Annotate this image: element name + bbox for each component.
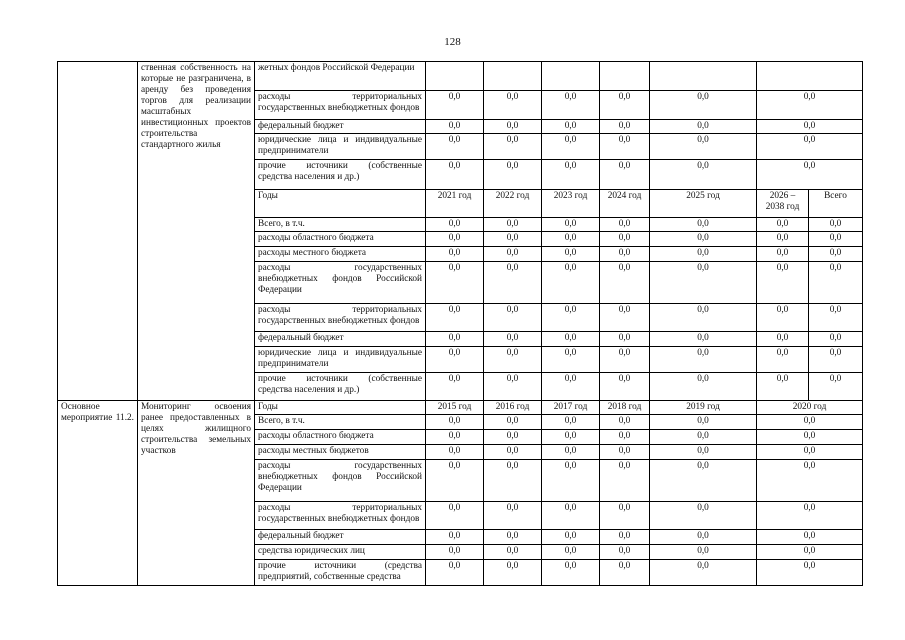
value-cell: 0,0 (484, 247, 542, 262)
value-cell: 0,0 (757, 430, 863, 445)
value-cell: 0,0 (426, 502, 484, 530)
value-cell: 0,0 (600, 218, 650, 232)
value-cell: 0,0 (650, 373, 757, 401)
value-cell: 0,0 (600, 415, 650, 430)
value-cell: 0,0 (484, 91, 542, 120)
value-cell: 0,0 (809, 218, 863, 232)
source-label: прочие источники (средства предприятий, собственные средства (255, 560, 426, 586)
value-cell (650, 62, 757, 91)
value-cell: 0,0 (650, 347, 757, 373)
value-cell: 0,0 (542, 120, 600, 134)
year-header: Всего (809, 190, 863, 218)
value-cell: 0,0 (809, 373, 863, 401)
funding-table (57, 61, 863, 586)
value-cell: 0,0 (542, 560, 600, 586)
value-cell: 0,0 (600, 91, 650, 120)
event-description: ственная собственность на которые не разграничена, в аренду без проведения торгов для реализации масштабных инвестиционных проектов строительства стандартного жилья (138, 62, 255, 401)
value-cell: 0,0 (484, 415, 542, 430)
value-cell: 0,0 (484, 445, 542, 460)
value-cell: 0,0 (426, 460, 484, 502)
value-cell: 0,0 (542, 530, 600, 545)
value-cell: 0,0 (600, 304, 650, 332)
value-cell: 0,0 (542, 304, 600, 332)
value-cell: 0,0 (426, 545, 484, 560)
value-cell: 0,0 (600, 347, 650, 373)
value-cell: 0,0 (542, 332, 600, 347)
value-cell: 0,0 (650, 445, 757, 460)
value-cell: 0,0 (426, 91, 484, 120)
value-cell: 0,0 (542, 502, 600, 530)
value-cell (484, 62, 542, 91)
value-cell: 0,0 (809, 347, 863, 373)
value-cell: 0,0 (600, 560, 650, 586)
value-cell: 0,0 (650, 332, 757, 347)
value-cell: 0,0 (484, 545, 542, 560)
value-cell: 0,0 (650, 560, 757, 586)
value-cell: 0,0 (757, 120, 863, 134)
activity-cell (58, 62, 138, 401)
value-cell (542, 62, 600, 91)
value-cell: 0,0 (600, 460, 650, 502)
source-label: прочие источники (собственные средства населения и др.) (255, 373, 426, 401)
value-cell: 0,0 (542, 545, 600, 560)
value-cell: 0,0 (542, 247, 600, 262)
value-cell: 0,0 (484, 160, 542, 190)
value-cell: 0,0 (600, 120, 650, 134)
value-cell: 0,0 (426, 120, 484, 134)
value-cell: 0,0 (542, 160, 600, 190)
value-cell: 0,0 (650, 415, 757, 430)
year-header: 2025 год (650, 190, 757, 218)
value-cell: 0,0 (484, 560, 542, 586)
year-header: 2023 год (542, 190, 600, 218)
value-cell: 0,0 (426, 347, 484, 373)
value-cell: 0,0 (542, 430, 600, 445)
value-cell (600, 62, 650, 91)
value-cell: 0,0 (426, 373, 484, 401)
value-cell: 0,0 (757, 232, 809, 247)
value-cell: 0,0 (757, 160, 863, 190)
value-cell: 0,0 (484, 430, 542, 445)
value-cell: 0,0 (542, 347, 600, 373)
source-label: расходы местных бюджетов (255, 445, 426, 460)
value-cell: 0,0 (650, 262, 757, 304)
value-cell: 0,0 (650, 460, 757, 502)
value-cell: 0,0 (484, 347, 542, 373)
value-cell: 0,0 (542, 445, 600, 460)
value-cell: 0,0 (426, 262, 484, 304)
value-cell: 0,0 (542, 262, 600, 304)
source-label: юридические лица и индивидуальные предприниматели (255, 347, 426, 373)
value-cell: 0,0 (757, 218, 809, 232)
value-cell: 0,0 (650, 545, 757, 560)
source-label: жетных фондов Российской Федерации (255, 62, 426, 91)
value-cell: 0,0 (809, 247, 863, 262)
value-cell: 0,0 (757, 502, 863, 530)
source-label: расходы государственных внебюджетных фондов Российской Федерации (255, 460, 426, 502)
source-label: Всего, в т.ч. (255, 415, 426, 430)
value-cell: 0,0 (484, 530, 542, 545)
value-cell: 0,0 (426, 560, 484, 586)
value-cell: 0,0 (542, 134, 600, 160)
value-cell: 0,0 (757, 373, 809, 401)
value-cell: 0,0 (426, 134, 484, 160)
activity-name: Основное мероприятие 11.2. (58, 401, 138, 586)
value-cell: 0,0 (426, 415, 484, 430)
value-cell: 0,0 (484, 304, 542, 332)
value-cell: 0,0 (542, 91, 600, 120)
value-cell: 0,0 (600, 545, 650, 560)
value-cell: 0,0 (600, 247, 650, 262)
year-header: 2016 год (484, 401, 542, 415)
value-cell: 0,0 (757, 332, 809, 347)
source-label: расходы областного бюджета (255, 430, 426, 445)
source-label: юридические лица и индивидуальные предприниматели (255, 134, 426, 160)
value-cell: 0,0 (484, 134, 542, 160)
value-cell: 0,0 (542, 460, 600, 502)
event-description: Мониторинг освоения ранее предоставленных в целях жилищного строительства земельных участков (138, 401, 255, 586)
value-cell: 0,0 (757, 445, 863, 460)
value-cell: 0,0 (757, 91, 863, 120)
value-cell: 0,0 (484, 373, 542, 401)
value-cell: 0,0 (600, 430, 650, 445)
page-number: 128 (444, 36, 461, 48)
source-label: федеральный бюджет (255, 120, 426, 134)
value-cell: 0,0 (426, 430, 484, 445)
value-cell: 0,0 (650, 91, 757, 120)
value-cell: 0,0 (426, 160, 484, 190)
value-cell: 0,0 (757, 415, 863, 430)
value-cell: 0,0 (809, 262, 863, 304)
source-label: федеральный бюджет (255, 530, 426, 545)
funding-table-body (58, 62, 863, 586)
source-label: расходы территориальных государственных внебюджетных фондов (255, 502, 426, 530)
source-label: расходы территориальных государственных внебюджетных фондов (255, 304, 426, 332)
value-cell: 0,0 (484, 120, 542, 134)
value-cell (426, 62, 484, 91)
year-header: 2018 год (600, 401, 650, 415)
value-cell: 0,0 (542, 373, 600, 401)
years-header-row (58, 401, 863, 415)
value-cell: 0,0 (757, 262, 809, 304)
year-header: 2024 год (600, 190, 650, 218)
value-cell: 0,0 (757, 460, 863, 502)
source-label: расходы территориальных государственных внебюджетных фондов (255, 91, 426, 120)
value-cell: 0,0 (650, 304, 757, 332)
source-label: расходы областного бюджета (255, 232, 426, 247)
year-header: 2017 год (542, 401, 600, 415)
value-cell: 0,0 (809, 304, 863, 332)
value-cell: 0,0 (484, 232, 542, 247)
value-cell: 0,0 (600, 232, 650, 247)
year-header: 2019 год (650, 401, 757, 415)
value-cell: 0,0 (757, 560, 863, 586)
value-cell: 0,0 (650, 502, 757, 530)
value-cell: 0,0 (484, 218, 542, 232)
value-cell: 0,0 (484, 460, 542, 502)
value-cell: 0,0 (426, 332, 484, 347)
year-header: 2022 год (484, 190, 542, 218)
value-cell: 0,0 (600, 373, 650, 401)
value-cell: 0,0 (650, 247, 757, 262)
value-cell (757, 62, 863, 91)
value-cell: 0,0 (600, 160, 650, 190)
value-cell: 0,0 (484, 502, 542, 530)
source-label: федеральный бюджет (255, 332, 426, 347)
source-label: Всего, в т.ч. (255, 218, 426, 232)
value-cell: 0,0 (757, 545, 863, 560)
value-cell: 0,0 (809, 232, 863, 247)
year-header: 2026 – 2038 год (757, 190, 809, 218)
value-cell: 0,0 (484, 332, 542, 347)
value-cell: 0,0 (542, 415, 600, 430)
value-cell: 0,0 (600, 530, 650, 545)
value-cell: 0,0 (426, 530, 484, 545)
source-label: средства юридических лиц (255, 545, 426, 560)
value-cell: 0,0 (650, 120, 757, 134)
value-cell: 0,0 (650, 530, 757, 545)
value-cell: 0,0 (542, 232, 600, 247)
value-cell: 0,0 (757, 347, 809, 373)
value-cell: 0,0 (426, 218, 484, 232)
source-label: расходы местного бюджета (255, 247, 426, 262)
value-cell: 0,0 (600, 262, 650, 304)
value-cell: 0,0 (757, 247, 809, 262)
value-cell: 0,0 (426, 247, 484, 262)
value-cell: 0,0 (650, 160, 757, 190)
value-cell: 0,0 (426, 304, 484, 332)
value-cell: 0,0 (757, 304, 809, 332)
value-cell: 0,0 (600, 445, 650, 460)
value-cell: 0,0 (600, 502, 650, 530)
value-cell: 0,0 (650, 232, 757, 247)
value-cell: 0,0 (600, 332, 650, 347)
year-header: 2021 год (426, 190, 484, 218)
value-cell: 0,0 (484, 262, 542, 304)
year-header: 2020 год (757, 401, 863, 415)
value-cell: 0,0 (542, 218, 600, 232)
value-cell: 0,0 (809, 332, 863, 347)
years-label: Годы (255, 190, 426, 218)
value-cell: 0,0 (650, 134, 757, 160)
table-row (58, 62, 863, 91)
year-header: 2015 год (426, 401, 484, 415)
value-cell: 0,0 (650, 430, 757, 445)
years-label: Годы (255, 401, 426, 415)
value-cell: 0,0 (757, 134, 863, 160)
value-cell: 0,0 (650, 218, 757, 232)
value-cell: 0,0 (757, 530, 863, 545)
source-label: расходы государственных внебюджетных фондов Российской Федерации (255, 262, 426, 304)
value-cell: 0,0 (426, 232, 484, 247)
value-cell: 0,0 (426, 445, 484, 460)
value-cell: 0,0 (600, 134, 650, 160)
source-label: прочие источники (собственные средства населения и др.) (255, 160, 426, 190)
